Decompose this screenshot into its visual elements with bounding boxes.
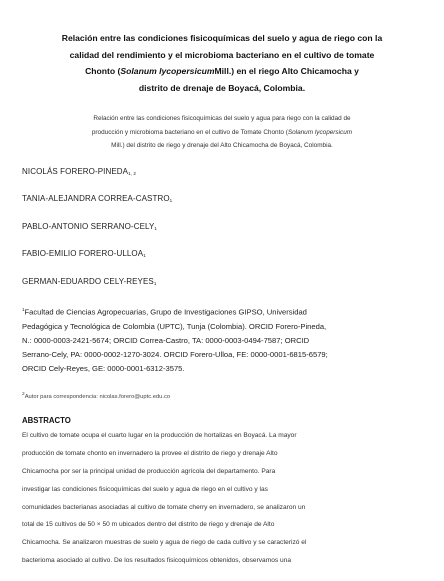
- subtitle-line: Relación entre las condiciones fisicoquímicas del suelo y agua para riego con la calidad de: [93, 115, 351, 122]
- author: GERMAN-EDUARDO CELY-$REYES_1$: [22, 276, 157, 286]
- abstract-line: El cultivo de tomate ocupa el cuarto lugar en la producción de hortalizas en Boyacá. La mayor: [22, 432, 297, 440]
- author-list: [22, 166, 422, 289]
- abstract-line: total de 15 cultivos de 50 × 50 m ubicados dentro del distrito de riego y drenaje de Alto: [22, 521, 275, 529]
- title-line: Chonto (Solanum lycopersicumMill.) en el riego Alto Chicamocha y: [85, 66, 359, 76]
- title-line: Relación entre las condiciones fisicoquímicas del suelo y agua de riego con la: [61, 33, 383, 43]
- title-line: distrito de drenaje de Boyacá, Colombia.: [138, 82, 306, 93]
- author: NICOLÁS FORERO-$PINEDA_{1, 2}$: [22, 166, 137, 176]
- abstract-body: [22, 427, 422, 569]
- abstract-line: bacterioma asociado al cultivo. De los resultados fisicoquímicos obtenidos, observamos una: [22, 557, 292, 565]
- author: PABLO-ANTONIO SERRANO-$CELY_1$: [22, 221, 158, 231]
- affiliation: $^1$Facultad de Ciencias Agropecuarias, Grupo de Investigaciones GIPSO, Universidad Pedagógica y Tecnológica de Colombia (UPTC), Tunja (Colombia). ORCID Forero-Pineda, N.: 0000-0003-2421-5674; ORCID Correa-Castro, TA: 0000-0003-0494-7587; ORCID Serrano-Cely, PA: 0000-0002-1270-3024. ORCID Forero-Ulloa, FE: 0000-0001-6815-6579; ORCID Cely-Reyes, GE: 0000-0001-6312-3575.: [22, 307, 328, 373]
- paper-title: [36, 30, 408, 96]
- abstract-line: Chicamocha por ser la principal unidad de producción agrícola del departamento. Para: [22, 468, 276, 476]
- abstract-line: investigar las condiciones fisicoquímicas del suelo y agua de riego en el cultivo y las: [22, 485, 268, 493]
- correspondence-note: $^2$Autor para correspondencia: nicolas.forero@uptc.edu.co: [22, 391, 171, 400]
- abstract-line: Chicamocha. Se analizaron muestras de suelo y agua de riego de cada cultivo y se caracterizó el: [22, 539, 307, 547]
- author: TANIA-ALEJANDRA CORREA-$CASTRO_1$: [22, 194, 173, 203]
- abstract-heading: ABSTRACTO: [22, 416, 71, 426]
- author: FABIO-EMILIO FORERO-$ULLOA_1$: [22, 249, 146, 258]
- subtitle-line: producción y microbioma bacteriano en el cultivo de Tomate Chonto (Solanum lycopersicum: [91, 128, 353, 136]
- subtitle-line: Mill.) del distrito de riego y drenaje del Alto Chicamocha de Boyacá, Colombia.: [111, 142, 333, 149]
- abstract-line: producción de tomate chonto en invernadero la provee el distrito de riego y drenaje Alto: [22, 450, 278, 458]
- title-line: calidad del rendimiento y el microbioma bacteriano en el cultivo de tomate: [69, 49, 375, 60]
- paper-subtitle: [32, 112, 412, 153]
- abstract-line: comunidades bacterianas asociadas al cultivo de tomate cherry en invernadero, se analizaron un: [22, 503, 306, 511]
